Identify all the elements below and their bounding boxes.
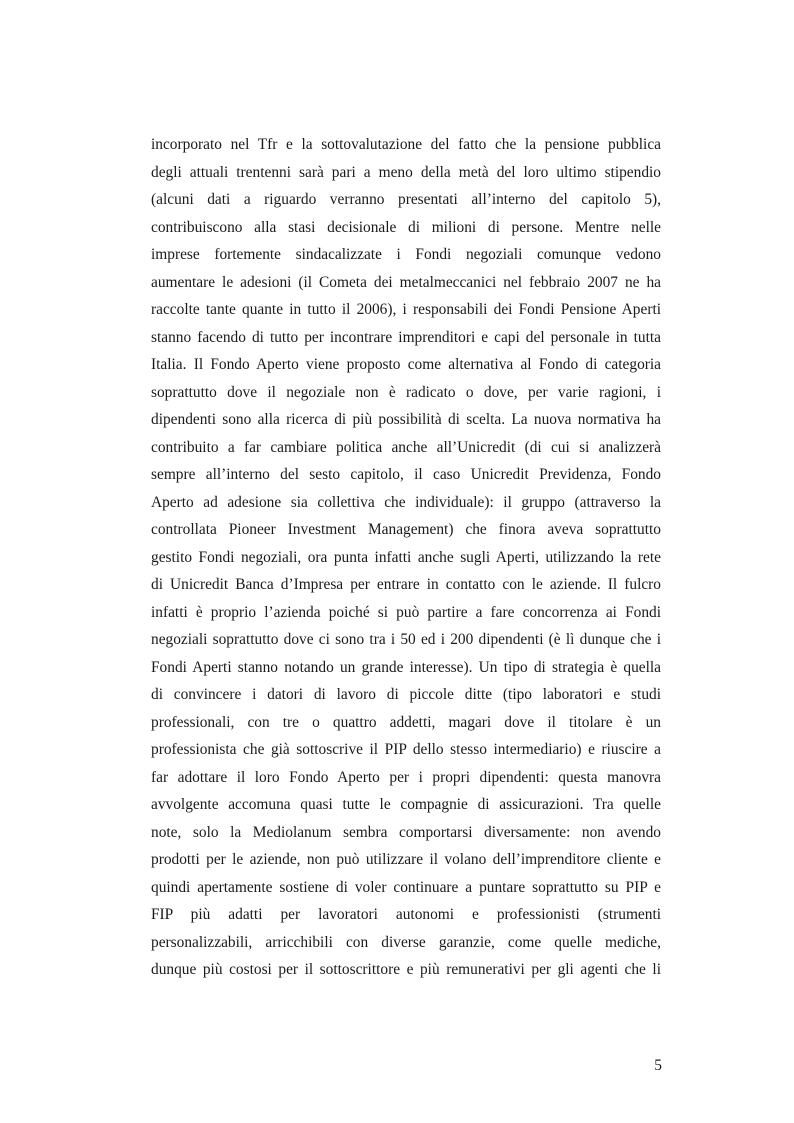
text-line: Italia. Il Fondo Aperto viene proposto come alternativa al Fondo di categoria [151,356,661,373]
page-number: 5 [654,1057,662,1074]
text-line: controllata Pioneer Investment Management) che finora aveva soprattutto [151,521,661,538]
text-line: contribuito a far cambiare politica anche all’Unicredit (di cui si analizzerà [151,438,661,456]
text-line: sempre all’interno del sesto capitolo, il caso Unicredit Previdenza, Fondo [151,466,661,483]
text-line: Fondi Aperti stanno notando un grande interesse). Un tipo di strategia è quella [151,658,661,676]
text-line: note, solo la Mediolanum sembra comportarsi diversamente: non avendo [151,823,661,841]
text-line: (alcuni dati a riguardo verranno presentati all’interno del capitolo 5), [151,191,661,208]
text-line: infatti è proprio l’azienda poiché si può partire a fare concorrenza ai Fondi [151,603,661,621]
text-line: degli attuali trentenni sarà pari a meno della metà del loro ultimo stipendio [151,163,661,181]
text-line: professionista che già sottoscrive il PIP dello stesso intermediario) e riuscire a [151,741,661,758]
text-line: personalizzabili, arricchibili con diverse garanzie, come quelle mediche, [151,933,661,951]
text-line: raccolte tante quante in tutto il 2006), i responsabili dei Fondi Pensione Aperti [151,301,661,318]
text-line: contribuiscono alla stasi decisionale di milioni di persone. Mentre nelle [151,218,661,236]
text-line: di convincere i datori di lavoro di piccole ditte (tipo laboratori e studi [151,686,661,703]
text-line: dunque più costosi per il sottoscrittore e più remunerativi per gli agenti che li [151,961,661,978]
text-line: avvolgente accomuna quasi tutte le compagnie di assicurazioni. Tra quelle [151,796,661,813]
text-line: prodotti per le aziende, non può utilizzare il volano dell’imprenditore cliente e [151,851,661,868]
text-line: di Unicredit Banca d’Impresa per entrare in contatto con le aziende. Il fulcro [151,576,661,593]
text-line: dipendenti sono alla ricerca di più possibilità di scelta. La nuova normativa ha [151,411,661,428]
body-text [151,131,661,984]
text-line: gestito Fondi negoziali, ora punta infatti anche sugli Aperti, utilizzando la rete [151,548,661,566]
text-line: far adottare il loro Fondo Aperto per i propri dipendenti: questa manovra [151,768,661,786]
text-line: imprese fortemente sindacalizzate i Fondi negoziali comunque vedono [151,246,661,263]
text-line: quindi apertamente sostiene di voler continuare a puntare soprattutto su PIP e [151,878,661,896]
text-line: stanno facendo di tutto per incontrare imprenditori e capi del personale in tutta [151,328,661,346]
text-line: soprattutto dove il negoziale non è radicato o dove, per varie ragioni, i [151,383,661,401]
text-line: aumentare le adesioni (il Cometa dei metalmeccanici nel febbraio 2007 ne ha [151,273,661,291]
text-line: Aperto ad adesione sia collettiva che individuale): il gruppo (attraverso la [151,493,661,511]
text-line: incorporato nel Tfr e la sottovalutazione del fatto che la pensione pubblica [151,136,661,153]
text-line: FIP più adatti per lavoratori autonomi e professionisti (strumenti [151,906,661,923]
text-line: negoziali soprattutto dove ci sono tra i 50 ed i 200 dipendenti (è lì dunque che i [151,631,661,648]
text-line: professionali, con tre o quattro addetti, magari dove il titolare è un [151,713,661,731]
